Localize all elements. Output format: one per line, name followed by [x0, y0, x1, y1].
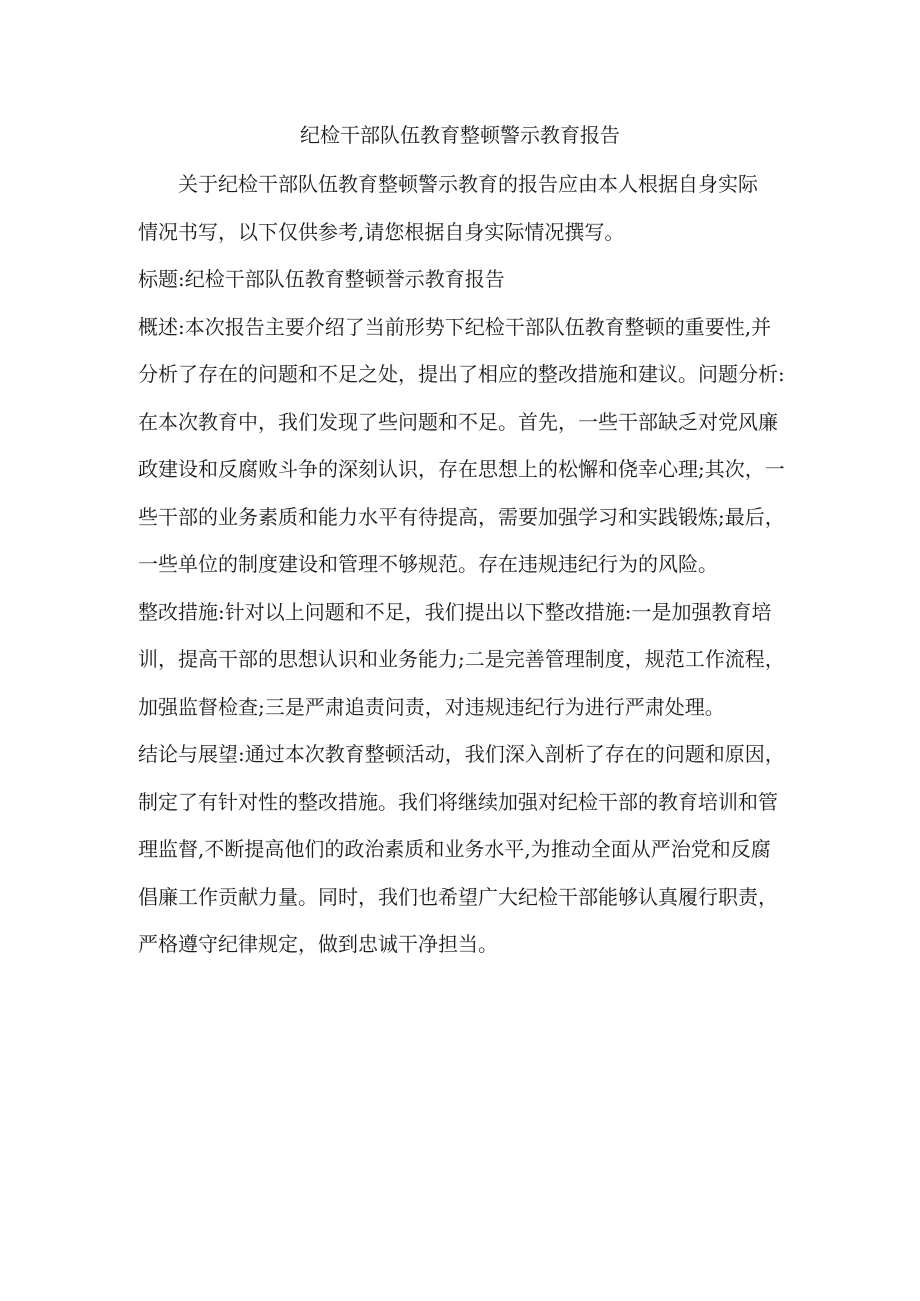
- overview-line-6: 一些单位的制度建设和管理不够规范。存在违规违纪行为的风险。: [138, 552, 718, 576]
- intro-line-1: 关于纪检干部队伍教育整顿警示教育的报告应由本人根据自身实际: [178, 172, 758, 196]
- conclusion-line-1: 结论与展望:通过本次教育整顿活动，我们深入剖析了存在的问题和原因，: [138, 742, 785, 766]
- conclusion-line-5: 严格遵守纪律规定，做到忠诚干净担当。: [138, 932, 498, 956]
- document-title: 纪检干部队伍教育整顿警示教育报告: [300, 123, 620, 147]
- conclusion-line-3: 理监督,不断提高他们的政治素质和业务水平,为推动全面从严治党和反腐: [138, 837, 771, 861]
- conclusion-line-4: 倡廉工作贡献力量。同时，我们也希望广大纪检干部能够认真履行职责，: [138, 884, 778, 909]
- overview-line-3: 在本次教育中，我们发现了些问题和不足。首先，一些干部缺乏对党风廉: [138, 409, 778, 434]
- conclusion-line-2: 制定了有针对性的整改措施。我们将继续加强对纪检干部的教育培训和管: [138, 789, 778, 814]
- overview-line-4: 政建设和反腐败斗争的深刻认识，存在思想上的松懈和侥幸心理;其次，一: [138, 457, 785, 481]
- measures-line-3: 加强监督检查;三是严肃追责问责，对违规违纪行为进行严肃处理。: [138, 694, 725, 719]
- overview-line-2: 分析了存在的问题和不足之处，提出了相应的整改措施和建议。问题分析:: [138, 362, 785, 386]
- overview-line-5: 些干部的业务素质和能力水平有待提高，需要加强学习和实践锻炼;最后，: [138, 504, 785, 529]
- overview-line-1: 概述:本次报告主要介绍了当前形势下纪检干部队伍教育整顿的重要性,并: [138, 314, 772, 339]
- intro-line-2: 情况书写，以下仅供参考,请您根据自身实际情况撰写。: [138, 219, 625, 244]
- heading-line: 标题:纪检干部队伍教育整顿誉示教育报告: [138, 267, 505, 291]
- measures-line-1: 整改措施:针对以上问题和不足，我们提出以下整改措施:一是加强教育培: [138, 599, 772, 624]
- measures-line-2: 训，提高干部的思想认识和业务能力;二是完善管理制度，规范工作流程，: [138, 647, 785, 671]
- document-body: [138, 161, 798, 969]
